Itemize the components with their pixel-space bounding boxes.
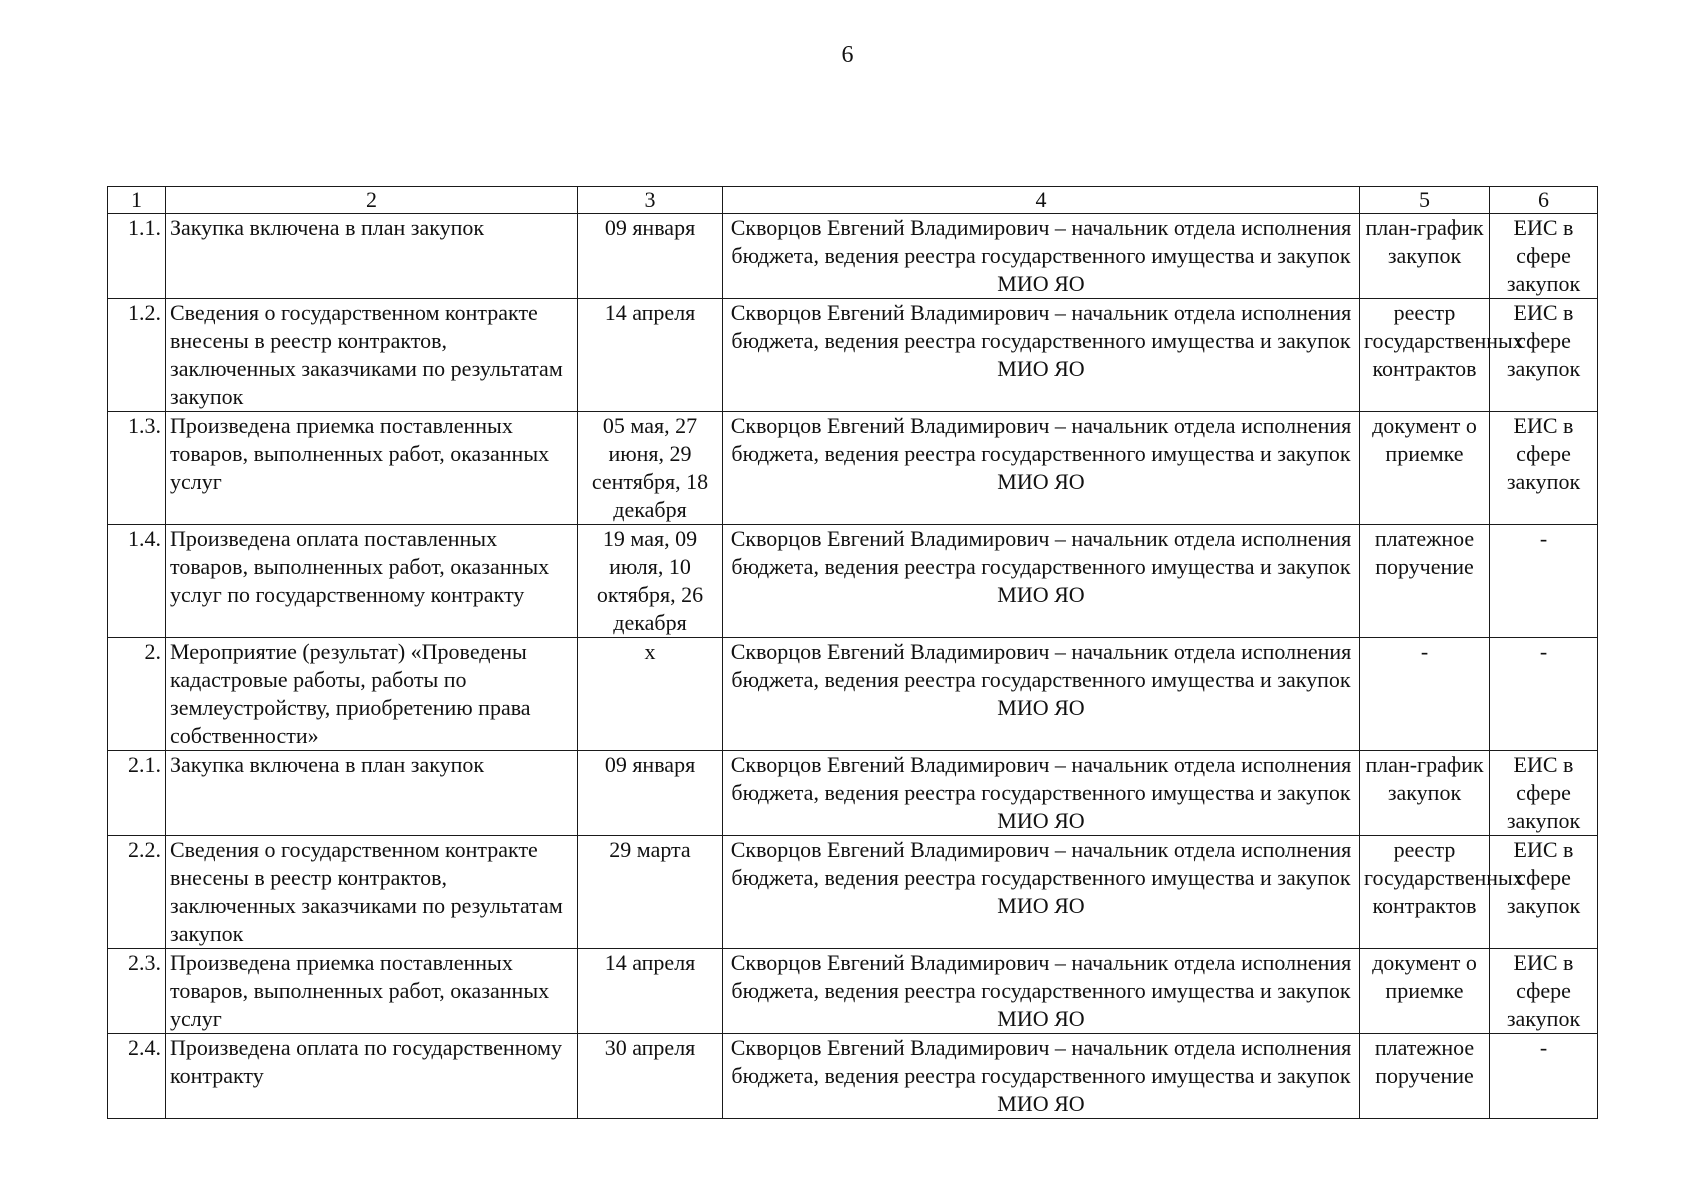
row-event-name: Произведена приемка поставленных товаров, выполненных работ, оказанных услуг xyxy=(166,949,578,1034)
row-document: план-график закупок xyxy=(1360,751,1490,836)
header-cell-4: 4 xyxy=(723,187,1360,214)
row-responsible: Скворцов Евгений Владимирович – начальник отдела исполнения бюджета, ведения реестра государственного имущества и закупок МИО ЯО xyxy=(723,1034,1360,1119)
table-row xyxy=(108,638,1598,751)
row-number: 1.2. xyxy=(108,299,166,412)
row-number: 1.1. xyxy=(108,214,166,299)
row-event-name: Произведена приемка поставленных товаров, выполненных работ, оказанных услуг xyxy=(166,412,578,525)
row-system: - xyxy=(1490,1034,1598,1119)
table-row xyxy=(108,751,1598,836)
page-number: 6 xyxy=(841,42,854,68)
row-number: 2. xyxy=(108,638,166,751)
plan-table xyxy=(107,186,1598,1119)
row-event-name: Мероприятие (результат) «Проведены кадастровые работы, работы по землеустройству, приобретению права собственности» xyxy=(166,638,578,751)
row-system: ЕИС в сфере закупок xyxy=(1490,412,1598,525)
row-system: - xyxy=(1490,525,1598,638)
header-cell-3: 3 xyxy=(578,187,723,214)
table-row xyxy=(108,214,1598,299)
table-row xyxy=(108,1034,1598,1119)
row-document: документ о приемке xyxy=(1360,949,1490,1034)
row-document: реестр государственных контрактов xyxy=(1360,836,1490,949)
row-number: 2.1. xyxy=(108,751,166,836)
row-event-name: Произведена оплата по государственному контракту xyxy=(166,1034,578,1119)
row-responsible: Скворцов Евгений Владимирович – начальник отдела исполнения бюджета, ведения реестра государственного имущества и закупок МИО ЯО xyxy=(723,751,1360,836)
header-cell-5: 5 xyxy=(1360,187,1490,214)
row-date: 05 мая, 27 июня, 29 сентября, 18 декабря xyxy=(578,412,723,525)
table-row xyxy=(108,299,1598,412)
row-responsible: Скворцов Евгений Владимирович – начальник отдела исполнения бюджета, ведения реестра государственного имущества и закупок МИО ЯО xyxy=(723,299,1360,412)
row-event-name: Закупка включена в план закупок xyxy=(166,751,578,836)
row-document: платежное поручение xyxy=(1360,525,1490,638)
header-cell-1: 1 xyxy=(108,187,166,214)
row-number: 1.4. xyxy=(108,525,166,638)
row-date: 09 января xyxy=(578,751,723,836)
row-date: 19 мая, 09 июля, 10 октября, 26 декабря xyxy=(578,525,723,638)
row-system: ЕИС в сфере закупок xyxy=(1490,299,1598,412)
row-document: план-график закупок xyxy=(1360,214,1490,299)
row-system: ЕИС в сфере закупок xyxy=(1490,214,1598,299)
header-cell-2: 2 xyxy=(166,187,578,214)
row-system: ЕИС в сфере закупок xyxy=(1490,751,1598,836)
row-number: 2.2. xyxy=(108,836,166,949)
row-event-name: Сведения о государственном контракте внесены в реестр контрактов, заключенных заказчиками по результатам закупок xyxy=(166,299,578,412)
row-date: 09 января xyxy=(578,214,723,299)
row-system: - xyxy=(1490,638,1598,751)
row-date: х xyxy=(578,638,723,751)
table-row xyxy=(108,949,1598,1034)
row-responsible: Скворцов Евгений Владимирович – начальник отдела исполнения бюджета, ведения реестра государственного имущества и закупок МИО ЯО xyxy=(723,525,1360,638)
row-document: платежное поручение xyxy=(1360,1034,1490,1119)
row-system: ЕИС в сфере закупок xyxy=(1490,949,1598,1034)
row-responsible: Скворцов Евгений Владимирович – начальник отдела исполнения бюджета, ведения реестра государственного имущества и закупок МИО ЯО xyxy=(723,836,1360,949)
row-number: 1.3. xyxy=(108,412,166,525)
table-row xyxy=(108,525,1598,638)
table-row xyxy=(108,412,1598,525)
row-responsible: Скворцов Евгений Владимирович – начальник отдела исполнения бюджета, ведения реестра государственного имущества и закупок МИО ЯО xyxy=(723,412,1360,525)
row-responsible: Скворцов Евгений Владимирович – начальник отдела исполнения бюджета, ведения реестра государственного имущества и закупок МИО ЯО xyxy=(723,949,1360,1034)
row-date: 29 марта xyxy=(578,836,723,949)
row-event-name: Сведения о государственном контракте внесены в реестр контрактов, заключенных заказчиками по результатам закупок xyxy=(166,836,578,949)
table-header-row xyxy=(108,187,1598,214)
row-document: - xyxy=(1360,638,1490,751)
row-responsible: Скворцов Евгений Владимирович – начальник отдела исполнения бюджета, ведения реестра государственного имущества и закупок МИО ЯО xyxy=(723,638,1360,751)
row-date: 14 апреля xyxy=(578,299,723,412)
table-row xyxy=(108,836,1598,949)
row-number: 2.3. xyxy=(108,949,166,1034)
row-document: реестр государственных контрактов xyxy=(1360,299,1490,412)
row-event-name: Закупка включена в план закупок xyxy=(166,214,578,299)
row-date: 30 апреля xyxy=(578,1034,723,1119)
row-date: 14 апреля xyxy=(578,949,723,1034)
row-document: документ о приемке xyxy=(1360,412,1490,525)
row-system: ЕИС в сфере закупок xyxy=(1490,836,1598,949)
row-event-name: Произведена оплата поставленных товаров, выполненных работ, оказанных услуг по государственному контракту xyxy=(166,525,578,638)
row-responsible: Скворцов Евгений Владимирович – начальник отдела исполнения бюджета, ведения реестра государственного имущества и закупок МИО ЯО xyxy=(723,214,1360,299)
header-cell-6: 6 xyxy=(1490,187,1598,214)
row-number: 2.4. xyxy=(108,1034,166,1119)
